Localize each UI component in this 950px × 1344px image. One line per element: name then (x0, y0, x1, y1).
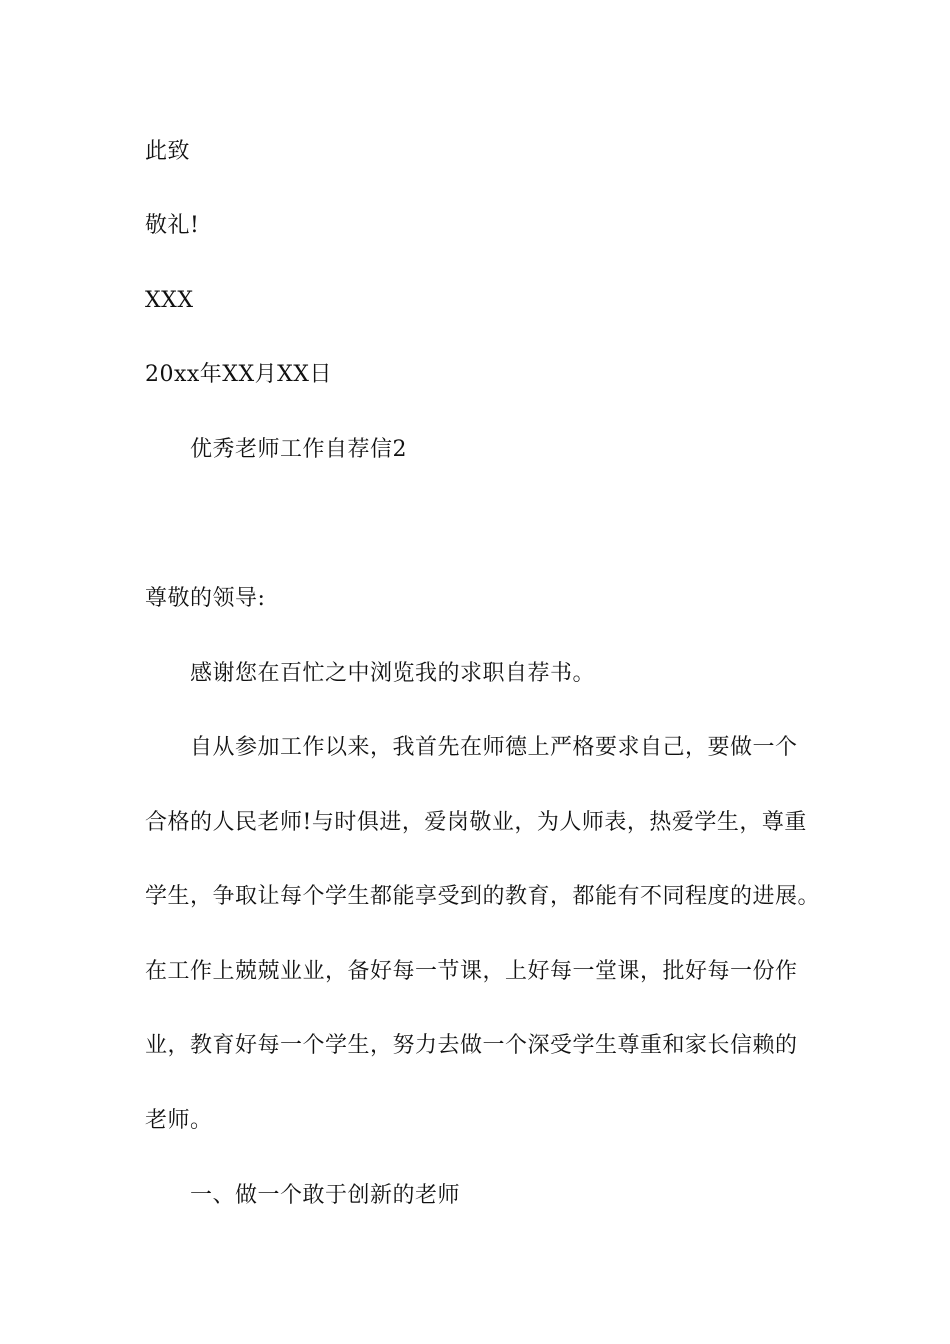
letter-date: 20xx年XX月XX日 (145, 362, 332, 387)
closing-greeting: 此致 (145, 139, 191, 164)
paragraph-line: 合格的人民老师!与时俱进，爱岗敬业，为人师表，热爱学生，尊重 (145, 810, 807, 835)
paragraph-line: 业，教育好每一个学生，努力去做一个深受学生尊重和家长信赖的 (145, 1033, 798, 1058)
paragraph-line: 学生，争取让每个学生都能享受到的教育，都能有不同程度的进展。 (145, 884, 821, 909)
paragraph-thanks: 感谢您在百忙之中浏览我的求职自荐书。 (190, 661, 596, 686)
paragraph-line: 老师。 (145, 1108, 213, 1133)
paragraph-line: 在工作上兢兢业业，备好每一节课，上好每一堂课，批好每一份作 (145, 959, 798, 984)
letter-title: 优秀老师工作自荐信2 (190, 437, 407, 462)
salutation: 尊敬的领导: (145, 586, 266, 611)
closing-salute: 敬礼! (145, 213, 200, 238)
paragraph-line: 自从参加工作以来，我首先在师德上严格要求自己，要做一个 (190, 735, 798, 760)
signature: XXX (145, 288, 194, 313)
section-heading: 一、做一个敢于创新的老师 (190, 1183, 461, 1208)
